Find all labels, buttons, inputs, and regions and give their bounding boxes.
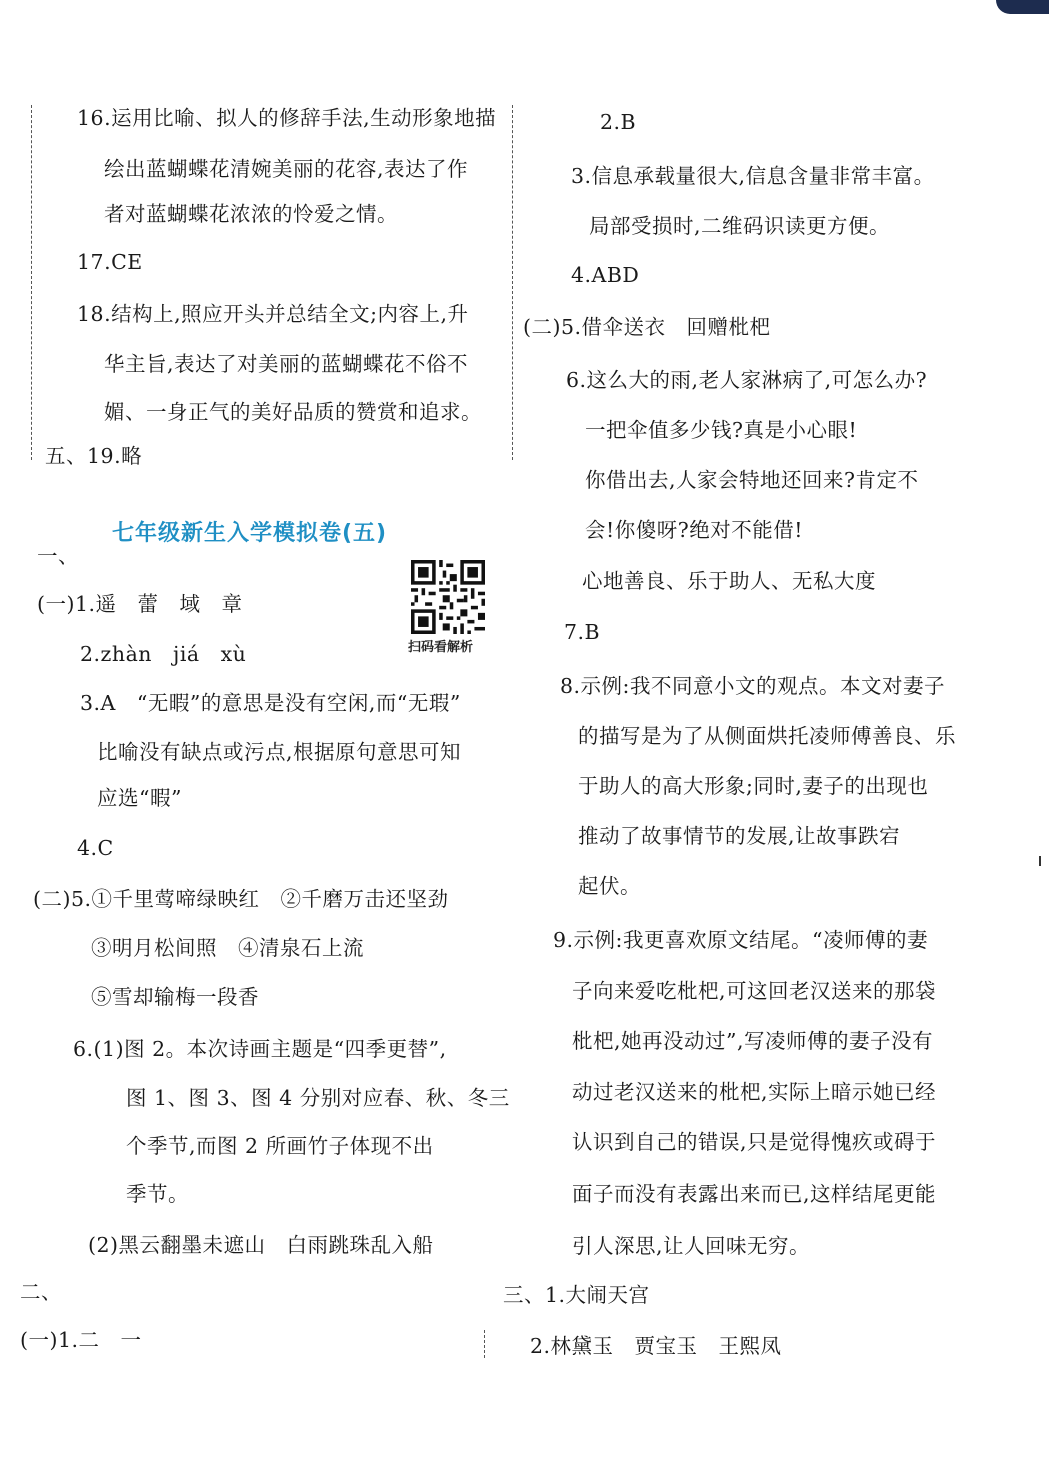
left-margin-rule [31,105,32,460]
answer-1-4: 4.C [77,836,114,860]
answer-r-6-line-2: 一把伞值多少钱?真是小心眼! [585,418,858,442]
answer-2-6-line-3: 个季节,而图 2 所画竹子体现不出 [126,1134,434,1158]
answer-2-6-line-1: 6.(1)图 2。本次诗画主题是“四季更替”, [73,1037,447,1061]
answer-r-6-line-5: 心地善良、乐于助人、无私大度 [582,569,876,593]
answer-part-3-2: 2.林黛玉 贾宝玉 王熙凤 [530,1334,782,1358]
answer-2-5-line-2: ③明月松间照 ④清泉石上流 [91,936,364,960]
answer-2-6-line-4: 季节。 [126,1182,189,1206]
answer-r-9-line-7: 引人深思,让人回味无穷。 [572,1234,811,1258]
answer-r-9-line-1: 9.示例:我更喜欢原文结尾。“凌师傅的妻 [553,928,928,952]
answer-r-8-line-4: 推动了故事情节的发展,让故事跌宕 [578,824,901,848]
answer-16-line-2: 绘出蓝蝴蝶花清婉美丽的花容,表达了作 [104,157,469,181]
answer-2-6-part-2: (2)黑云翻墨未遮山 白雨跳珠乱入船 [88,1233,434,1257]
answer-1-3-line-2: 比喻没有缺点或污点,根据原句意思可知 [97,740,462,764]
answer-part-3-1: 三、1.大闹天宫 [503,1283,650,1307]
answer-r-8-line-2: 的描写是为了从侧面烘托凌师傅善良、乐 [578,724,956,748]
answer-1-1: (一)1.遥 蕾 域 章 [37,592,243,616]
corner-tab-mark [996,0,1049,14]
answer-r-9-line-3: 枇杷,她再没动过”,写凌师傅的妻子没有 [572,1029,934,1053]
answer-r-8-line-5: 起伏。 [578,874,641,898]
answer-2-6-line-2: 图 1、图 3、图 4 分别对应春、秋、冬三 [126,1086,510,1110]
answer-r-4: 4.ABD [571,263,640,287]
answer-r-6-line-1: 6.这么大的雨,老人家淋病了,可怎么办? [566,368,928,392]
answer-18-line-3: 媚、一身正气的美好品质的赞赏和追求。 [104,400,482,424]
answer-r-8-line-1: 8.示例:我不同意小文的观点。本文对妻子 [560,674,945,698]
answer-r-9-line-4: 动过老汉送来的枇杷,实际上暗示她已经 [572,1080,937,1104]
answer-r-3-line-1: 3.信息承载量很大,信息含量非常丰富。 [571,164,935,188]
answer-r-7: 7.B [564,620,601,644]
column-divider-rule-top [512,105,513,460]
answer-r-6-line-4: 会!你傻呀?绝对不能借! [585,518,803,542]
answer-r-2: 2.B [600,110,637,134]
section-title: 七年级新生入学模拟卷(五) [112,521,388,546]
answer-16-line-1: 16.运用比喻、拟人的修辞手法,生动形象地描 [77,106,497,130]
answer-18-line-1: 18.结构上,照应开头并总结全文;内容上,升 [77,302,469,326]
answer-1-3-line-3: 应选“暇” [97,786,182,810]
answer-19: 五、19.略 [45,444,143,468]
answer-17: 17.CE [77,250,143,274]
part-1-heading: 一、 [37,544,79,568]
answer-r-8-line-3: 于助人的高大形象;同时,妻子的出现也 [578,774,929,798]
answer-r-3-line-2: 局部受损时,二维码识读更方便。 [589,214,891,238]
answer-r-6-line-3: 你借出去,人家会特地还回来?肯定不 [585,468,919,492]
answer-1-3-line-1: 3.A “无暇”的意思是没有空闲,而“无瑕” [80,691,461,715]
answer-part-2-1: (一)1.二 一 [20,1328,142,1352]
margin-tick-mark [1039,856,1041,866]
answer-r-9-line-6: 面子而没有表露出来而已,这样结尾更能 [572,1182,937,1206]
answer-2-5-line-1: (二)5.①千里莺啼绿映红 ②千磨万击还坚劲 [33,887,449,911]
qr-code-image [411,560,485,634]
answer-r-9-line-2: 子向来爱吃枇杷,可这回老汉送来的那袋 [572,979,937,1003]
qr-code-caption: 扫码看解析 [408,640,474,655]
answer-r-2-5: (二)5.借伞送衣 回赠枇杷 [523,315,771,339]
answer-18-line-2: 华主旨,表达了对美丽的蓝蝴蝶花不俗不 [104,352,469,376]
answer-r-9-line-5: 认识到自己的错误,只是觉得愧疚或碍于 [572,1130,937,1154]
answer-1-2: 2.zhàn jiá xù [80,642,247,666]
answer-16-line-3: 者对蓝蝴蝶花浓浓的怜爱之情。 [104,202,398,226]
part-2-heading: 二、 [20,1280,62,1304]
column-divider-rule-bottom [484,1330,485,1358]
answer-2-5-line-3: ⑤雪却输梅一段香 [91,985,259,1009]
